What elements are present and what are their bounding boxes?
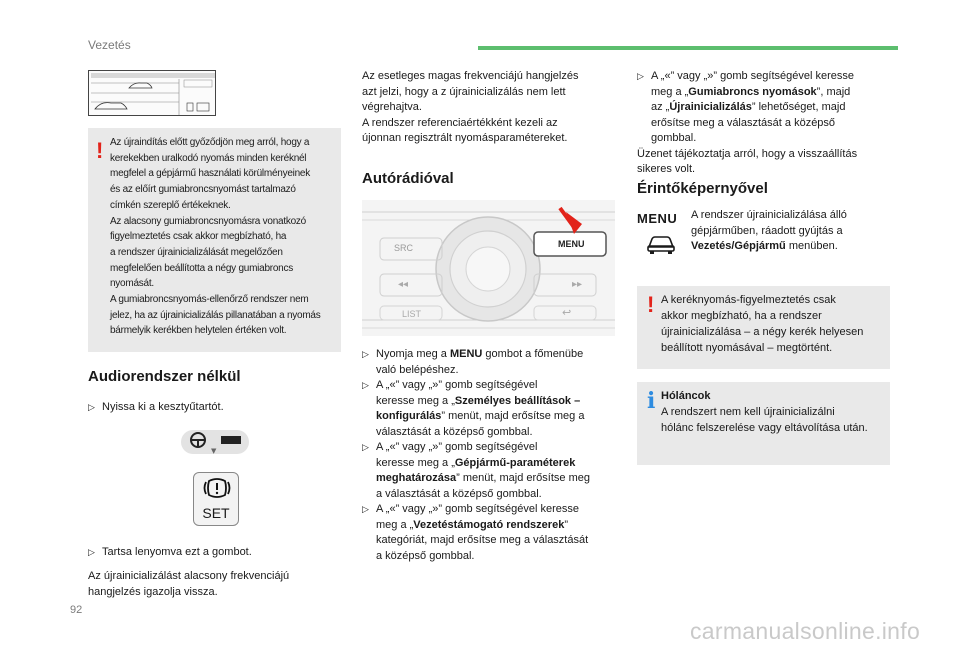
warning-icon: ! [647, 292, 655, 317]
prev-icon: « [389, 379, 396, 391]
set-label: SET [202, 505, 230, 521]
tyre-label-icon [89, 71, 217, 117]
tyre-pressure-label-figure [88, 70, 216, 116]
tyre-warning-icon [194, 473, 240, 503]
warning-text: Az újraindítás előtt győződjön meg arról, hogy a kerekekben uralkodó nyomás minden keréknél megfelel a gépjármű használati körülményeinek és az előírt gumiabroncsnyomást tartalmazó címkén szereplő értékeknek. Az alacsony gumiabroncsnyomásra vonatkozó figyelmeztetés csak akkor megbízható, ha a rendszer újrainicializálását megelőzően megfelelően beállította a négy gumiabroncs nyomását. A gumiabroncsnyomás-ellenőrző rendszer nem jelez, ha az újrainicializálás pillanatában a nyomás bármelyik kerékben helytelen értéken volt. [110, 137, 321, 337]
arrow-bullet-icon: ▷ [362, 349, 369, 359]
title-audiorendszer-nelkul: Audiorendszer nélkül [88, 368, 241, 385]
section-header: Vezetés [88, 38, 131, 52]
step-open-glovebox: ▷ Nyissa ki a kesztyűtartót. [88, 400, 224, 416]
set-button-icon [193, 472, 239, 526]
radio-list-button: LIST [402, 309, 422, 319]
radio-prev-icon: ◂◂ [398, 279, 409, 290]
paragraph-high-freq: Az esetleges magas frekvenciájú hangjelzés azt jelzi, hogy a z újrainicializálás nem lett végrehajtva. A rendszer referenciaértékként kezeli az újonnan regisztrált nyomásparamétereket. [362, 70, 579, 144]
radio-next-icon: ▸▸ [572, 279, 583, 290]
arrow-bullet-icon: ▷ [88, 547, 95, 557]
radio-panel-drawing [362, 200, 615, 336]
prev-icon: « [389, 441, 396, 453]
warning-box-reinit [637, 286, 890, 369]
next-icon: » [707, 70, 714, 82]
radio-steps: ▷ Nyomja meg a MENU gombot a főmenübe való belépéshez. ▷ A „«” vagy „»” gomb segítségével keresse meg a „Személyes beállítások – konfigurálás” menüt, majd erősítse meg a választását a középső gombbal. ▷ A „«” vagy „»” gomb segítségével keresse meg a „Gépjármű-paraméterek meghatározása” menüt, majd erősítse meg a választását a középső gombbal. ▷ A „«” vagy „»” gomb segítségével keresse meg a „Vezetéstámogató rendszerek” kategóriát, majd erősítse meg a választását a középső gombbal. [362, 348, 590, 562]
touchscreen-text: A rendszer újrainicializálása álló gépjárműben, ráadott gyújtás a Vezetés/Gépjármű menüben. [691, 209, 847, 252]
next-icon: » [432, 441, 439, 453]
car-icon [646, 233, 676, 255]
menu-icon: MENU [637, 211, 678, 226]
steering-wheel-set-icon [181, 428, 249, 456]
prev-icon: « [389, 503, 396, 515]
arrow-bullet-icon: ▷ [637, 71, 644, 81]
paragraph-confirmation: Az újrainicializálást alacsony frekvenciájú hangjelzés igazolja vissza. [88, 570, 290, 598]
next-icon: » [432, 503, 439, 515]
info-text: Hóláncok A rendszert nem kell újrainicializálni hólánc felszerelése vagy eltávolítása után. [661, 390, 868, 434]
radio-panel-figure [362, 200, 615, 336]
step-tyre-pressures: ▷ A „«” vagy „»” gomb segítségével keresse meg a „Gumiabroncs nyomások”, majd az „Újrainicializálás” lehetőséget, majd erősítse meg a választását a középső gombbal. Üzenet tájékoztatja arról, hogy a visszaállítás sikeres volt. [637, 70, 858, 175]
step-hold-button: ▷ Tartsa lenyomva ezt a gombot. [88, 545, 252, 561]
next-icon: » [432, 379, 439, 391]
title-autoradioval: Autórádióval [362, 170, 454, 187]
arrow-bullet-icon: ▷ [88, 402, 95, 412]
radio-menu-button: MENU [558, 239, 585, 249]
info-icon: i [647, 388, 656, 414]
arrow-bullet-icon: ▷ [362, 442, 369, 452]
watermark: carmanualsonline.info [690, 618, 921, 644]
arrow-bullet-icon: ▷ [362, 380, 369, 390]
warning-box-tyre-pressure [88, 128, 341, 352]
radio-back-icon: ↩ [562, 307, 572, 319]
page-number: 92 [70, 604, 83, 616]
svg-text:▼: ▼ [211, 447, 217, 455]
prev-icon: « [664, 70, 671, 82]
arrow-bullet-icon: ▷ [362, 504, 369, 514]
radio-src-button: SRC [394, 243, 414, 253]
title-erintokepernyovel: Érintőképernyővel [637, 180, 768, 197]
info-box-snow-chains [637, 382, 890, 465]
header-accent-bar [478, 46, 898, 50]
warning-icon: ! [96, 138, 104, 163]
warning-text: A keréknyomás-figyelmeztetés csak akkor megbízható, ha a rendszer újrainicializálása – a négy kerék helyesen beállított nyomásával – megtörtént. [661, 294, 864, 354]
